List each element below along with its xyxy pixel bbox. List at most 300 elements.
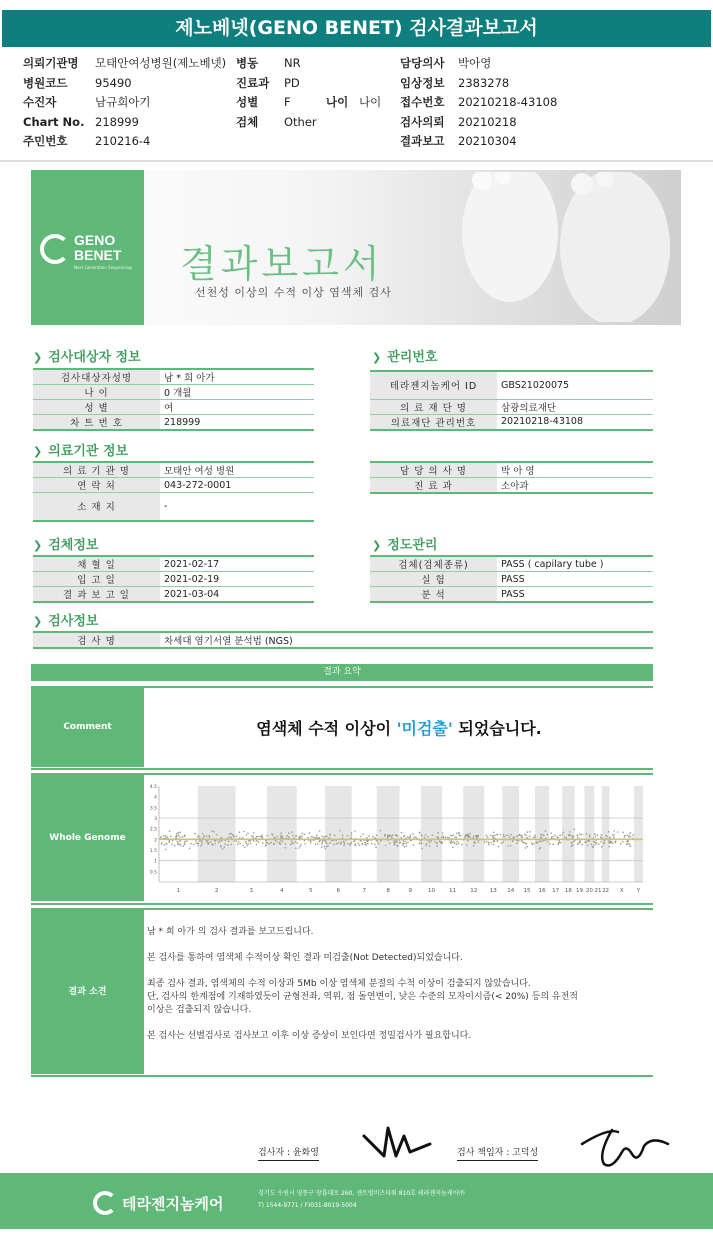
data-point: [571, 843, 573, 845]
data-point: [605, 835, 607, 837]
data-point: [452, 842, 454, 844]
data-point: [628, 834, 630, 836]
table-value: 2021-02-19: [160, 572, 314, 587]
data-point: [586, 833, 588, 835]
data-point: [498, 846, 500, 848]
data-point: [178, 834, 180, 836]
field-label: 나이: [326, 95, 349, 109]
data-point: [256, 836, 258, 838]
data-point: [302, 833, 304, 835]
data-point: [179, 843, 181, 845]
field-label: 진료과: [236, 75, 270, 90]
data-point: [344, 843, 346, 845]
field-label: 검사의뢰: [400, 114, 445, 129]
data-point: [329, 834, 331, 836]
banner-subtitle: 선천성 이상의 수적 이상 염색체 검사: [195, 286, 392, 299]
data-point: [233, 836, 235, 838]
data-point: [594, 841, 596, 843]
data-point: [562, 832, 564, 834]
data-point: [203, 835, 205, 837]
data-point: [404, 841, 406, 843]
data-point: [467, 835, 469, 837]
data-point: [396, 834, 398, 836]
data-point: [285, 843, 287, 845]
data-point: [451, 841, 453, 843]
field-label: 주민번호: [23, 134, 68, 148]
data-point: [310, 842, 312, 844]
data-point: [300, 844, 302, 846]
field-label: 결과보고: [400, 134, 445, 148]
data-point: [540, 847, 542, 849]
data-point: [456, 837, 458, 839]
y-tick-label: 3.5: [149, 806, 157, 812]
data-point: [540, 836, 542, 838]
data-point: [571, 845, 573, 847]
data-point: [333, 844, 335, 846]
data-point: [317, 843, 319, 845]
data-point: [315, 843, 317, 845]
data-point: [266, 844, 268, 846]
test-table: [33, 631, 653, 649]
data-point: [326, 846, 328, 848]
field-value: 2383278: [458, 75, 510, 90]
data-point: [419, 843, 421, 845]
data-point: [420, 842, 422, 844]
data-point: [268, 843, 270, 845]
field-label: 검체: [236, 114, 259, 129]
data-point: [316, 837, 318, 839]
data-point: [184, 835, 186, 837]
x-tick-label: 17: [552, 888, 560, 894]
field-value: 모태안여성병원(제노베넷): [95, 56, 227, 70]
result-paragraph: 최종 검사 결과, 염색체의 수적 이상과 5Mb 이상 염색체 분절의 수적 이상이 검출되지 않았습니다. 단, 검사의 한계점에 기재하였듯이 균형전좌, 역위, 점 돌연변이, 낮은 수준의 모자이시즘(< 20%) 등의 유전적 이상은 검출되지 않습니다.: [147, 979, 578, 1015]
data-point: [413, 844, 415, 846]
data-point: [558, 842, 560, 844]
data-point: [246, 845, 248, 847]
data-point: [436, 836, 438, 838]
data-point: [552, 836, 554, 838]
data-point: [170, 836, 172, 838]
data-point: [271, 833, 273, 835]
data-point: [359, 844, 361, 846]
chromosome-band: [325, 786, 352, 882]
table-value: PASS: [497, 572, 653, 587]
x-tick-label: 14: [507, 888, 515, 894]
field-label: Chart No.: [23, 114, 85, 129]
data-point: [325, 840, 327, 842]
data-point: [556, 836, 558, 838]
data-point: [448, 837, 450, 839]
result-paragraph: 본 검사는 선별검사로 검사보고 이후 이상 증상이 보인다면 정밀검사가 필요합니다.: [147, 1031, 472, 1041]
data-point: [351, 835, 353, 837]
table-key: 결 과 보 고 일: [33, 587, 160, 603]
data-point: [233, 840, 235, 842]
table-value: 여: [160, 400, 314, 415]
data-point: [593, 845, 595, 847]
data-point: [182, 845, 184, 847]
y-tick-label: 2: [154, 838, 157, 844]
data-point: [290, 844, 292, 846]
data-point: [246, 843, 248, 845]
data-point: [519, 835, 521, 837]
data-point: [194, 833, 196, 835]
data-point: [163, 835, 165, 837]
data-point: [587, 845, 589, 847]
data-point: [165, 849, 167, 851]
data-point: [378, 843, 380, 845]
data-point: [426, 843, 428, 845]
data-point: [270, 842, 272, 844]
data-point: [327, 845, 329, 847]
data-point: [507, 845, 509, 847]
data-point: [339, 830, 341, 832]
data-point: [322, 841, 324, 843]
data-point: [211, 830, 213, 832]
data-point: [250, 843, 252, 845]
data-point: [572, 835, 574, 837]
data-point: [360, 840, 362, 842]
data-point: [243, 831, 245, 833]
field-value: NR: [284, 56, 301, 70]
table-value: 20210218-43108: [497, 414, 653, 430]
data-point: [554, 835, 556, 837]
table-value: GBS21020075: [497, 371, 653, 399]
data-point: [291, 841, 293, 843]
data-point: [497, 840, 499, 842]
data-point: [389, 842, 391, 844]
data-point: [402, 844, 404, 846]
result-paragraph: 남 * 희 아가 의 검사 결과를 보고드립니다.: [147, 927, 314, 937]
data-point: [547, 841, 549, 843]
data-point: [542, 834, 544, 836]
data-point: [342, 837, 344, 839]
data-point: [412, 833, 414, 835]
data-point: [494, 835, 496, 837]
logo-subtext: Next Generation Sequencing: [74, 265, 132, 270]
data-point: [478, 842, 480, 844]
data-point: [171, 844, 173, 846]
table-value: -: [160, 493, 314, 521]
table-value: 삼광의료재단: [497, 399, 653, 414]
data-point: [343, 844, 345, 846]
data-point: [324, 846, 326, 848]
data-point: [606, 836, 608, 838]
x-tick-label: 5: [309, 888, 313, 894]
data-point: [219, 840, 221, 842]
data-point: [198, 835, 200, 837]
data-point: [224, 843, 226, 845]
data-point: [445, 837, 447, 839]
chromosome-band: [634, 786, 643, 882]
data-point: [529, 835, 531, 837]
data-point: [350, 843, 352, 845]
y-tick-label: 1: [154, 859, 157, 865]
data-point: [521, 836, 523, 838]
data-point: [454, 843, 456, 845]
data-point: [441, 837, 443, 839]
data-point: [277, 836, 279, 838]
data-point: [604, 842, 606, 844]
x-tick-label: 21: [594, 888, 602, 894]
banner-heading: 결과보고서: [180, 242, 384, 286]
y-tick-label: 4.5: [149, 785, 157, 790]
data-point: [628, 836, 630, 838]
table-value: 박 아 영: [497, 462, 653, 478]
comment-highlight: '미검출': [396, 719, 453, 738]
data-point: [186, 840, 188, 842]
data-point: [594, 834, 596, 836]
data-point: [501, 842, 503, 844]
data-point: [521, 835, 523, 837]
data-point: [195, 840, 197, 842]
data-point: [329, 842, 331, 844]
data-point: [206, 836, 208, 838]
data-point: [178, 832, 180, 834]
data-point: [237, 843, 239, 845]
data-point: [485, 835, 487, 837]
data-point: [316, 835, 318, 837]
comment-label: Comment: [31, 688, 144, 767]
x-tick-label: 12: [470, 888, 478, 894]
data-point: [252, 836, 254, 838]
data-point: [391, 837, 393, 839]
data-point: [419, 832, 421, 834]
data-point: [509, 837, 511, 839]
subject-table: [33, 368, 314, 431]
field-label: 의뢰기관명: [23, 56, 79, 70]
data-point: [596, 842, 598, 844]
data-point: [545, 830, 547, 832]
data-point: [430, 840, 432, 842]
data-point: [581, 844, 583, 846]
data-point: [473, 845, 475, 847]
data-point: [407, 842, 409, 844]
header-divider: [0, 160, 713, 162]
examiner-signature-label: 검사자 : 윤화영: [258, 1145, 319, 1161]
section-title-subject: ❯ 검사대상자 정보: [33, 346, 141, 365]
examiner-signature-image: [362, 1122, 432, 1164]
data-point: [429, 842, 431, 844]
data-point: [248, 840, 250, 842]
data-point: [253, 832, 255, 834]
data-point: [296, 835, 298, 837]
data-point: [351, 832, 353, 834]
data-point: [513, 837, 515, 839]
data-point: [169, 840, 171, 842]
summary-bar: 결과 요약: [31, 664, 653, 681]
data-point: [266, 840, 268, 842]
data-point: [540, 834, 542, 836]
responsible-signature-image: [578, 1124, 674, 1172]
data-point: [347, 835, 349, 837]
data-point: [245, 841, 247, 843]
data-point: [466, 844, 468, 846]
data-point: [525, 835, 527, 837]
data-point: [549, 843, 551, 845]
data-point: [211, 843, 213, 845]
data-point: [323, 836, 325, 838]
data-point: [231, 844, 233, 846]
data-point: [421, 848, 423, 850]
data-point: [307, 837, 309, 839]
data-point: [595, 843, 597, 845]
data-point: [591, 844, 593, 846]
data-point: [543, 835, 545, 837]
data-point: [380, 830, 382, 832]
field-label: 담당의사: [400, 56, 445, 70]
data-point: [452, 834, 454, 836]
data-point: [209, 836, 211, 838]
data-point: [296, 842, 298, 844]
data-point: [318, 841, 320, 843]
data-point: [429, 845, 431, 847]
data-point: [279, 842, 281, 844]
x-tick-label: X: [619, 888, 624, 894]
x-tick-label: 1: [176, 888, 181, 894]
data-point: [490, 834, 492, 836]
data-point: [274, 843, 276, 845]
data-point: [334, 835, 336, 837]
data-point: [395, 840, 397, 842]
data-point: [401, 837, 403, 839]
data-point: [247, 843, 249, 845]
table-key: 분 석: [370, 587, 497, 603]
data-point: [161, 842, 163, 844]
data-point: [169, 830, 171, 832]
footer-company: 테라젠지놈케어: [122, 1195, 224, 1213]
data-point: [224, 846, 226, 848]
data-point: [298, 847, 300, 849]
data-point: [525, 847, 527, 849]
data-point: [309, 832, 311, 834]
data-point: [367, 843, 369, 845]
data-point: [407, 836, 409, 838]
data-point: [493, 832, 495, 834]
x-tick-label: 19: [576, 888, 584, 894]
hospital-table: [33, 461, 314, 522]
data-point: [524, 834, 526, 836]
data-point: [301, 836, 303, 838]
data-point: [176, 835, 178, 837]
data-point: [362, 833, 364, 835]
report-title: 제노베넷(GENO BENET) 검사결과보고서: [2, 10, 711, 47]
data-point: [424, 837, 426, 839]
data-point: [486, 841, 488, 843]
data-point: [206, 840, 208, 842]
data-point: [368, 835, 370, 837]
data-point: [406, 843, 408, 845]
data-point: [394, 844, 396, 846]
data-point: [340, 843, 342, 845]
data-point: [601, 846, 603, 848]
data-point: [236, 836, 238, 838]
data-point: [385, 845, 387, 847]
data-point: [184, 841, 186, 843]
table-key: 의료재단 관리번호: [370, 414, 497, 430]
data-point: [620, 843, 622, 845]
data-point: [166, 843, 168, 845]
data-point: [288, 836, 290, 838]
data-point: [304, 843, 306, 845]
theragen-logo-icon: [93, 1191, 117, 1215]
data-point: [601, 834, 603, 836]
data-point: [600, 841, 602, 843]
data-point: [193, 844, 195, 846]
data-point: [491, 842, 493, 844]
table-key: 입 고 일: [33, 572, 160, 587]
field-label: 병원코드: [23, 75, 68, 90]
data-point: [198, 842, 200, 844]
data-point: [371, 843, 373, 845]
data-point: [598, 843, 600, 845]
data-point: [557, 844, 559, 846]
data-point: [493, 844, 495, 846]
data-point: [321, 843, 323, 845]
data-point: [434, 841, 436, 843]
field-label: 임상정보: [400, 75, 445, 90]
genome-label: Whole Genome: [31, 775, 144, 901]
table-key: 검체(검체종류): [370, 556, 497, 572]
data-point: [469, 833, 471, 835]
table-key: 소 재 지: [33, 493, 160, 521]
section-title-hospital: ❯ 의료기관 정보: [33, 440, 128, 459]
data-point: [177, 844, 179, 846]
data-point: [387, 835, 389, 837]
x-tick-label: 15: [523, 888, 531, 894]
footer-phone: T) 1544-9771 / F)031-8019-5004: [258, 1202, 357, 1209]
data-point: [477, 837, 479, 839]
data-point: [207, 842, 209, 844]
x-tick-label: 20: [585, 888, 593, 894]
data-point: [190, 843, 192, 845]
data-point: [184, 844, 186, 846]
result-paragraph: 본 검사를 통하여 염색체 수적이상 확인 결과 미검출(Not Detected)되었습니다.: [147, 953, 463, 963]
data-point: [184, 842, 186, 844]
data-point: [559, 835, 561, 837]
data-point: [208, 842, 210, 844]
data-point: [231, 833, 233, 835]
section-title-manage: ❯ 관리번호: [372, 346, 437, 365]
data-point: [251, 835, 253, 837]
table-key: 차 트 번 호: [33, 415, 160, 431]
field-label: 병동: [236, 56, 259, 70]
data-point: [326, 843, 328, 845]
chromosome-band: [421, 786, 442, 882]
data-point: [413, 837, 415, 839]
data-point: [551, 836, 553, 838]
data-point: [390, 835, 392, 837]
data-point: [277, 841, 279, 843]
data-point: [611, 842, 613, 844]
data-point: [228, 836, 230, 838]
data-point: [475, 835, 477, 837]
data-point: [622, 832, 624, 834]
x-tick-label: 3: [249, 888, 254, 894]
data-point: [374, 844, 376, 846]
data-point: [247, 833, 249, 835]
data-point: [585, 842, 587, 844]
data-point: [243, 845, 245, 847]
x-tick-label: 11: [449, 888, 457, 894]
table-key: 의 료 기 관 명: [33, 462, 160, 478]
data-point: [421, 835, 423, 837]
data-point: [488, 844, 490, 846]
footer-address: [258, 1188, 464, 1212]
logo-line1: GENO: [74, 232, 116, 248]
data-point: [195, 843, 197, 845]
data-point: [436, 845, 438, 847]
x-tick-label: 7: [362, 888, 366, 894]
